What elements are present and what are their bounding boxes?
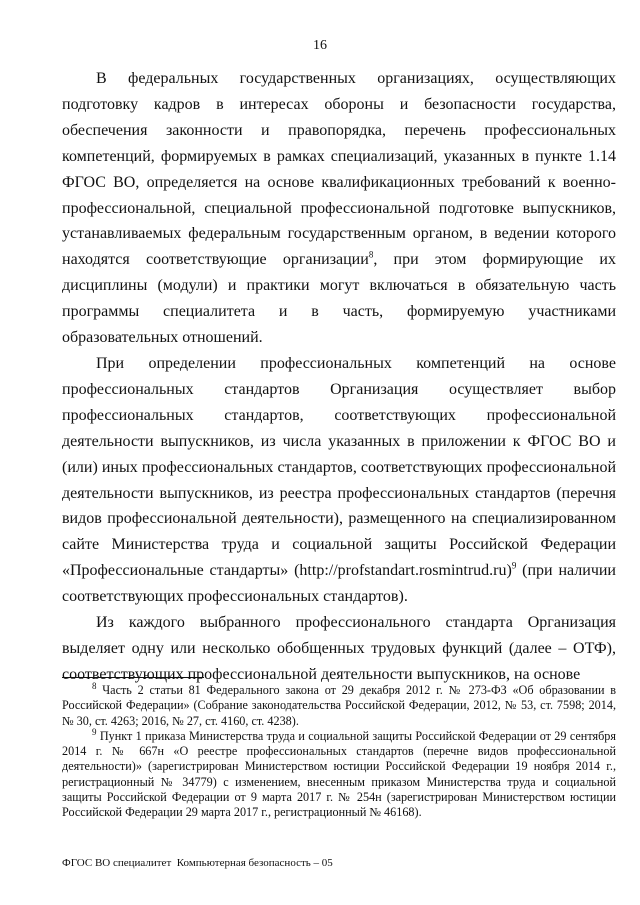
footnote-ref-8[interactable]: 8	[368, 250, 374, 261]
footnote-mark-8: 8	[92, 680, 97, 691]
paragraph-1-text-cont: , при этом формирующие их дисциплины (модули) и практики могут включаться в обязательную часть программы специалитета и в часть, формируемую участниками образовательных отношений.	[62, 251, 616, 347]
footnote-8-text: Часть 2 статьи 81 Федерального закона от 29 декабря 2012 г. № 273-ФЗ «Об образовании в Российской Федерации» (Собрание законодательства Российской Федерации, 2012, № 53, ст. 7598; 2014, № 30, ст. 4263; 2016, № 27, ст. 4160, ст. 4238).	[62, 683, 616, 728]
body-text	[62, 66, 616, 688]
page-footer: ФГОС ВО специалитет Компьютерная безопасность – 05	[62, 857, 333, 869]
footnote-divider	[62, 677, 204, 678]
footnote-ref-9[interactable]: 9	[511, 560, 517, 571]
paragraph-1	[62, 66, 616, 351]
footnote-9-text: Пункт 1 приказа Министерства труда и социальной защиты Российской Федерации от 29 сентября 2014 г. № 667н «О реестре профессиональных стандартов (перечне видов профессиональной деятельности)» (зарегистрирован Министерством юстиции Российской Федерации 19 ноября 2014 г., регистрационный № 34779) с изменением, внесенным приказом Министерства труда и социальной защиты Российской Федерации от 9 марта 2017 г. № 254н (зарегистрирован Министерством юстиции Российской Федерации 29 марта 2017 г., регистрационный № 46168).	[62, 728, 616, 820]
paragraph-2-text-cont: (при наличии соответствующих профессиональных стандартов).	[62, 562, 616, 606]
footnotes	[62, 680, 616, 821]
footnote-mark-9: 9	[92, 726, 97, 737]
footnote-8	[62, 680, 616, 729]
paragraph-2-text: При определении профессиональных компетенций на основе профессиональных стандартов Организация осуществляет выбор профессиональных стандартов, соответствующих профессиональной деятельности выпускников, из числа указанных в приложении к ФГОС ВО и (или) иных профессиональных стандартов, соответствующих профессиональной деятельности выпускников, из реестра профессиональных стандартов (перечня видов профессиональной деятельности), размещенного на специализированном сайте Министерства труда и социальной защиты Российской Федерации «Профессиональные стандарты» (http://profstandart.rosmintrud.ru)	[62, 354, 616, 580]
paragraph-1-text: В федеральных государственных организациях, осуществляющих подготовку кадров в интересах обороны и безопасности государства, обеспечения законности и правопорядка, перечень профессиональных компетенций, формируемых в рамках специализаций, указанных в пункте 1.14 ФГОС ВО, определяется на основе квалификационных требований к военно-профессиональной, специальной профессиональной подготовке выпускников, устанавливаемых федеральным государственным органом, в ведении которого находятся соответствующие организации	[62, 70, 616, 269]
page-number: 16	[313, 38, 327, 53]
paragraph-3: Из каждого выбранного профессионального стандарта Организация выделяет одну или несколько обобщенных трудовых функций (далее – ОТФ), соответствующих профессиональной деятельности выпускников, на основе	[62, 614, 616, 683]
footnote-9	[62, 726, 616, 821]
paragraph-2	[62, 351, 616, 610]
